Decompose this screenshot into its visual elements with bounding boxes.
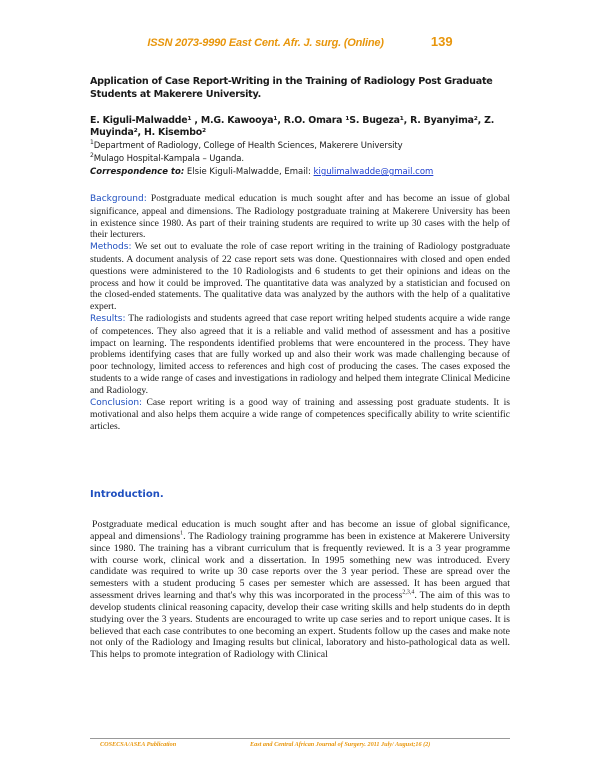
abstract-methods [90, 241, 510, 313]
conclusion-text: Case report writing is a good way of training and assessing post graduate students. It is motivational and also helps them acquire a wide range of competences specifically ability to write scientific articles. [90, 396, 510, 433]
abstract-results [90, 313, 510, 397]
abstract-background [90, 193, 510, 241]
running-header [0, 31, 600, 51]
methods-text: We set out to evaluate the role of case report writing in the training of Radiology postgraduate students. A document analysis of 22 case report sets was done. Questionnaires with closed and open ended questions were administered to the 10 Radiologists and 6 students to get their opinions and ideas on the process and how it could be improved. The quantitative data was analyzed by a statistician and focused on the closed-ended statements. The qualitative data was analyzed by the authors with the help of a qualitative expert. [90, 241, 510, 313]
introduction-heading: Introduction. [90, 489, 164, 500]
results-label: Results: [90, 313, 126, 324]
correspondence-email-link[interactable]: kigulimalwadde@gmail.com [313, 167, 434, 177]
background-label: Background: [90, 194, 147, 204]
intro-text-2: . The Radiology training programme has been in existence at Makerere University since 1980. The training has a vibrant curriculum that is frequently reviewed. It is a 3 year programme with course work, clinical work and a dissertation. In 1995 something new was introduced. Every candidate was required to write up 30 case reports over the 3 year period. These are spread over the semesters with a student producing 5 cases per semester which are assessed. It has been argued that assessment drives learning and that's why this was incorporated in the process [90, 530, 510, 602]
affiliation-1-marker: 1 [90, 139, 94, 147]
journal-issn: ISSN 2073-9990 East Cent. Afr. J. surg. (Online) [147, 37, 384, 49]
footer-citation: East and Central African Journal of Surgery. 2011 July/ August;16 (2) [250, 741, 431, 748]
abstract [90, 193, 510, 433]
page-footer [90, 738, 510, 751]
conclusion-label: Conclusion: [90, 397, 143, 408]
reference-1[interactable]: 1 [180, 530, 184, 537]
intro-text-1: Postgraduate medical education is much sought after and has become an issue of global significance, appeal and dimensions [90, 519, 510, 542]
affiliation-2 [90, 153, 510, 165]
introduction-paragraph [90, 519, 510, 661]
intro-text-3: . The aim of this was to develop students clinical reasoning capacity, develop their case writing skills and help students do in depth studying over the 3 years. Students are encouraged to write up case series and to report unique cases. It is believed that each case contributes to one becoming an expert. Students follow up the cases and make note not only of the Radiology and Imaging results but clinical, laboratory and histo-pathological data as well. This helps to promote integration of Radiology with Clinical [90, 590, 510, 661]
results-text: The radiologists and students agreed that case report writing helped students acquire a wide range of competences. They also agreed that it is a reliable and valid method of assessment and has a positive impact on learning. The respondents identified problems that were encountered in the process. They have problems identifying cases that are fully worked up and also their work was made challenging because of poor technology, limited access to references and high cost of producing the cases. The cases exposed the students to a wide range of cases and investigations in radiology and helped them integrate Clinical Medicine and Radiology. [90, 312, 510, 396]
abstract-conclusion [90, 397, 510, 433]
correspondence-label: Correspondence to: [90, 167, 185, 177]
affiliation-1-text: Department of Radiology, College of Health Sciences, Makerere University [93, 141, 403, 151]
affiliation-2-marker: 2 [90, 152, 94, 160]
correspondence [90, 166, 510, 178]
reference-2-3-4[interactable]: 2,3,4 [402, 589, 415, 596]
methods-label: Methods: [90, 242, 132, 253]
affiliation-1 [90, 140, 510, 152]
affiliation-2-text: Mulago Hospital-Kampala – Uganda. [93, 154, 245, 164]
page-number: 139 [430, 34, 453, 49]
article-title: Application of Case Report-Writing in the Training of Radiology Post Graduate Students at Makerere University. [90, 76, 493, 100]
footer-publisher: COSECSA/ASEA Publication [100, 741, 177, 748]
author-list: E. Kiguli-Malwadde¹ , M.G. Kawooya¹, R.O. Omara ¹S. Bugeza¹, R. Byanyima², Z. Muyinda², H. Kisembo² [90, 115, 495, 138]
correspondence-text: Elsie Kiguli-Malwadde, Email: [184, 167, 314, 177]
background-text: Postgraduate medical education is much sought after and has become an issue of global significance, appeal and dimensions. The Radiology postgraduate training at Makerere University has been in existence since 1980. As part of their training students are required to write up 30 cases with the help of their lecturers. [90, 193, 510, 241]
